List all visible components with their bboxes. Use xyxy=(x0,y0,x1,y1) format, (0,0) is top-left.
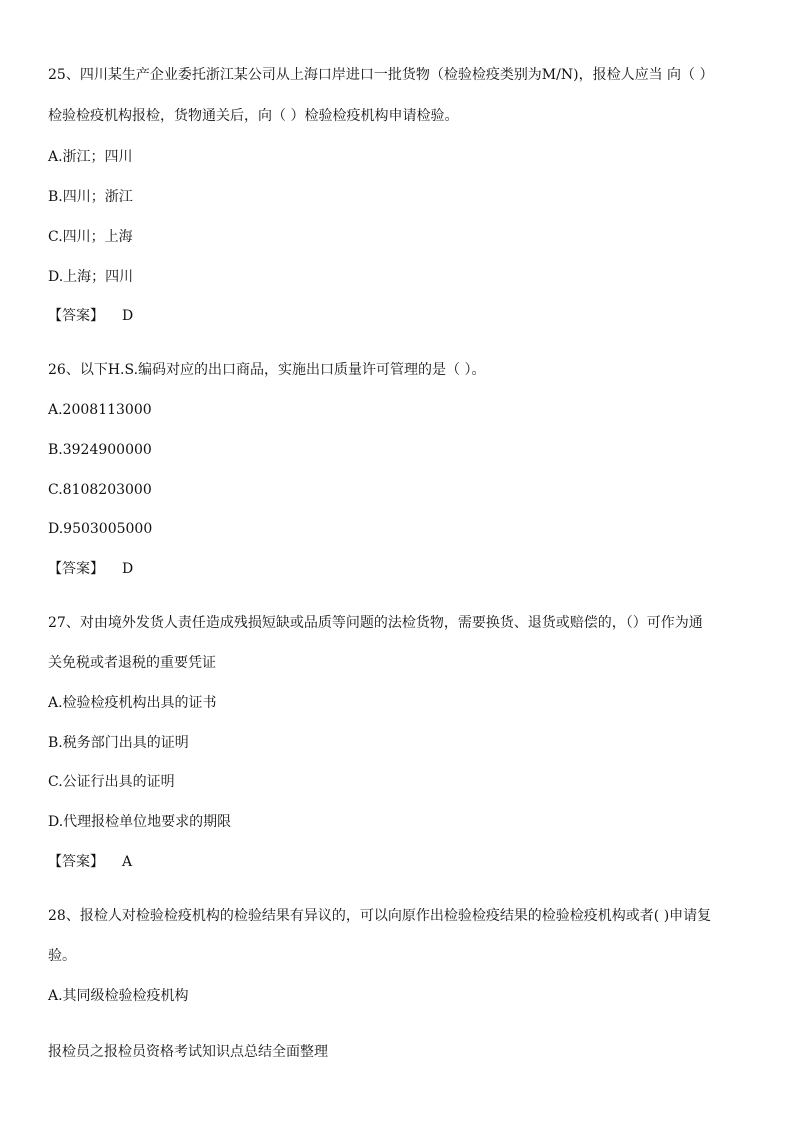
question-27-stem-continued: 关免税或者退税的重要凭证 xyxy=(48,655,216,671)
question-28-stem: 28、报检人对检验检疫机构的检验结果有异议的，可以向原作出检验检疫结果的检验检疫机构或者( )申请复 xyxy=(48,908,712,924)
question-25-option-d: D.上海；四川 xyxy=(48,269,134,285)
question-28-option-a: A.其同级检验检疫机构 xyxy=(48,988,189,1004)
answer-label: 【答案】 xyxy=(48,561,104,577)
question-25-option-b: B.四川；浙江 xyxy=(48,189,133,205)
question-25-answer xyxy=(48,307,133,325)
question-26-stem: 26、以下H.S.编码对应的出口商品，实施出口质量许可管理的是（ ）。 xyxy=(48,362,486,378)
question-25-stem-continued: 检验检疫机构报检，货物通关后，向（ ）检验检疫机构申请检验。 xyxy=(48,108,459,124)
answer-label: 【答案】 xyxy=(48,854,104,870)
question-28-stem-continued: 验。 xyxy=(48,948,76,964)
answer-value: D xyxy=(122,308,134,324)
question-26-option-d: D.9503005000 xyxy=(48,521,153,537)
question-25-stem: 25、四川某生产企业委托浙江某公司从上海口岸进口一批货物（检验检疫类别为M/N)，报检人应当 向（ ） xyxy=(48,67,714,83)
question-27-option-c: C.公证行出具的证明 xyxy=(48,774,175,790)
question-25-option-c: C.四川；上海 xyxy=(48,229,133,245)
question-27-option-a: A.检验检疫机构出具的证书 xyxy=(48,695,217,711)
question-27-answer xyxy=(48,853,132,871)
answer-value: D xyxy=(122,561,134,577)
question-27-option-d: D.代理报检单位地要求的期限 xyxy=(48,814,232,830)
question-26-option-a: A.2008113000 xyxy=(48,402,152,418)
question-26-option-b: B.3924900000 xyxy=(48,442,152,458)
answer-value: A xyxy=(122,854,133,870)
question-26-option-c: C.8108203000 xyxy=(48,482,152,498)
question-25-option-a: A.浙江；四川 xyxy=(48,149,133,165)
question-27-option-b: B.税务部门出具的证明 xyxy=(48,735,189,751)
page-footer: 报检员之报检员资格考试知识点总结全面整理 xyxy=(48,1044,328,1060)
question-26-answer xyxy=(48,560,133,578)
question-27-stem: 27、对由境外发货人责任造成残损短缺或品质等问题的法检货物，需要换货、退货或赔偿的，（）可作为通 xyxy=(48,615,703,631)
answer-label: 【答案】 xyxy=(48,308,104,324)
